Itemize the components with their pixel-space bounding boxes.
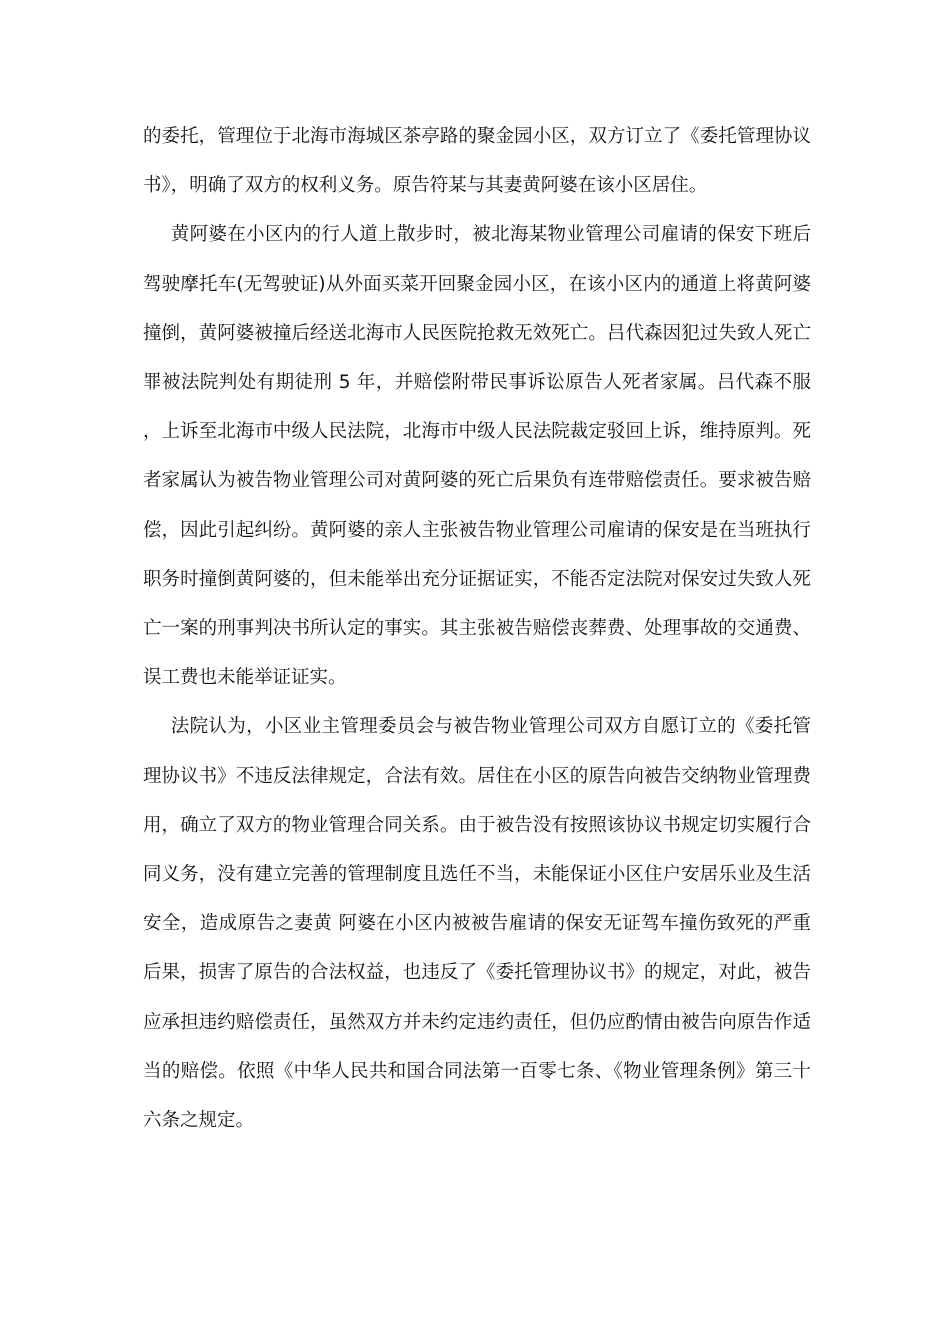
document-body bbox=[143, 112, 811, 1145]
paragraph-1: 的委托，管理位于北海市海城区茶亭路的聚金园小区，双方订立了《委托管理协议书》，明确了双方的权利义务。原告符某与其妻黄阿婆在该小区居住。 bbox=[143, 126, 811, 197]
paragraph-2: 黄阿婆在小区内的行人道上散步时，被北海某物业管理公司雇请的保安下班后驾驶摩托车(无驾驶证)从外面买菜开回聚金园小区，在该小区内的通道上将黄阿婆撞倒，黄阿婆被撞后经送北海市人民医院抢救无效死亡。吕代森因犯过失致人死亡罪被法院判处有期徒刑 5 年，并赔偿附带民事诉讼原告人死者家属。吕代森不服，上诉至北海市中级人民法院，北海市中级人民法院裁定驳回上诉，维持原判。死者家属认为被告物业管理公司对黄阿婆的死亡后果负有连带赔偿责任。要求被告赔偿，因此引起纠纷。黄阿婆的亲人主张被告物业管理公司雇请的保安是在当班执行职务时撞倒黄阿婆的，但未能举出充分证据证实，不能否定法院对保安过失致人死亡一案的刑事判决书所认定的事实。其主张被告赔偿丧葬费、处理事故的交通费、误工费也未能举证证实。 bbox=[143, 224, 811, 689]
paragraph-3: 法院认为，小区业主管理委员会与被告物业管理公司双方自愿订立的《委托管理协议书》不违反法律规定，合法有效。居住在小区的原告向被告交纳物业管理费用，确立了双方的物业管理合同关系。由于被告没有按照该协议书规定切实履行合同义务，没有建立完善的管理制度且选任不当，未能保证小区住户安居乐业及生活安全，造成原告之妻黄 阿婆在小区内被被告雇请的保安无证驾车撞伤致死的严重后果，损害了原告的合法权益，也违反了《委托管理协议书》的规定，对此，被告应承担违约赔偿责任，虽然双方并未约定违约责任，但仍应酌情由被告向原告作适当的赔偿。依照《中华人民共和国合同法第一百零七条、《物业管理条例》第三十六条之规定。 bbox=[143, 716, 811, 1132]
